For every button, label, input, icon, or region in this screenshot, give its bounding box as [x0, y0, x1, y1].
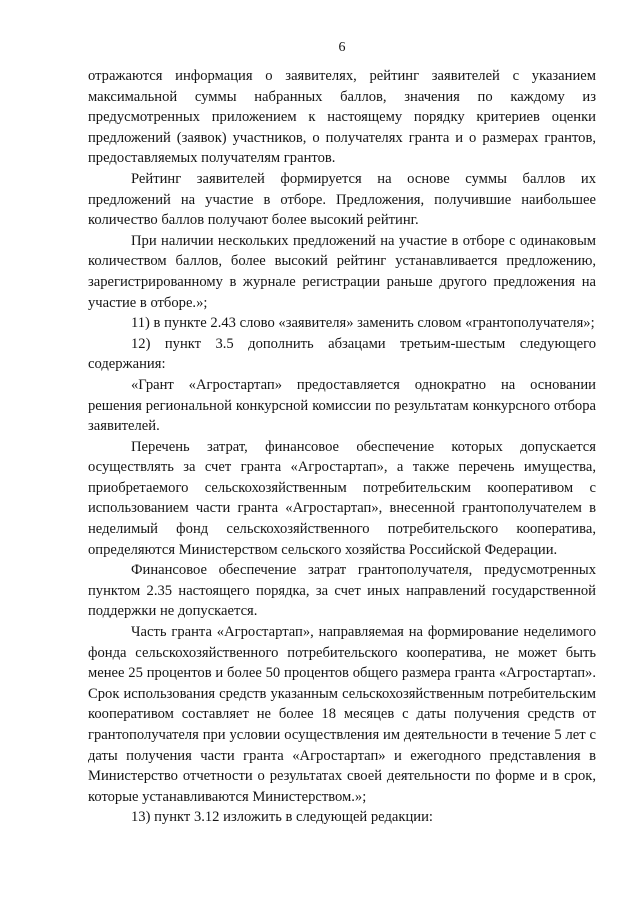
page-number: 6	[338, 40, 346, 55]
paragraph-item-11: 11) в пункте 2.43 слово «заявителя» заменить словом «грантополучателя»;	[131, 315, 595, 332]
paragraph-costs-list: Перечень затрат, финансовое обеспечение которых допускается осуществлять за счет гранта «Агростартап», а также перечень имущества, приобретаемого сельскохозяйственным потребительским кооперативом с использованием части гранта «Агростартап», внесенной грантополучателем в неделимый фонд сельскохозяйственного потребительского кооператива, определяются Министерством сельского хозяйства Российской Федерации.	[88, 438, 596, 558]
paragraph-rating-info: отражаются информация о заявителях, рейтинг заявителей с указанием максимальной суммы набранных баллов, значения по каждому из предусмотренных приложением к настоящему порядку критериев оценки предложений (заявок) участников, о получателях гранта и о размерах грантов, предоставляемых получателям грантов.	[88, 68, 596, 167]
paragraph-equal-score: При наличии нескольких предложений на участие в отборе с одинаковым количеством баллов, более высокий рейтинг устанавливается предложению, зарегистрированному в журнале регистрации раньше другого предложения на участие в отборе.»;	[88, 232, 596, 311]
paragraph-grant-part: Часть гранта «Агростартап», направляемая на формирование неделимого фонда сельскохозяйственного потребительского кооператива, не может быть менее 25 процентов и более 50 процентов общего размера гранта «Агростартап». Срок использования средств указанным сельскохозяйственным потребительским кооперативом составляет не более 18 месяцев с даты получения средств от грантополучателя при условии осуществления им деятельности в течение 5 лет с даты получения части гранта «Агростартап» и ежегодного представления в Министерство отчетности о результатах своей деятельности по форме и в срок, которые устанавливаются Министерством.»;	[88, 624, 596, 805]
document-body	[88, 66, 596, 828]
paragraph-financing: Финансовое обеспечение затрат грантополучателя, предусмотренных пунктом 2.35 настоящего порядка, за счет иных направлений государственной поддержки не допускается.	[88, 562, 596, 620]
paragraph-item-12: 12) пункт 3.5 дополнить абзацами третьим-шестым следующего содержания:	[88, 335, 596, 373]
paragraph-item-13: 13) пункт 3.12 изложить в следующей редакции:	[131, 809, 433, 826]
paragraph-rating-formation: Рейтинг заявителей формируется на основе суммы баллов их предложений на участие в отборе. Предложения, получившие наибольшее количество баллов получают более высокий рейтинг.	[88, 170, 596, 229]
paragraph-grant-once: «Грант «Агростартап» предоставляется однократно на основании решения региональной конкурсной комиссии по результатам конкурсного отбора заявителей.	[88, 376, 596, 435]
